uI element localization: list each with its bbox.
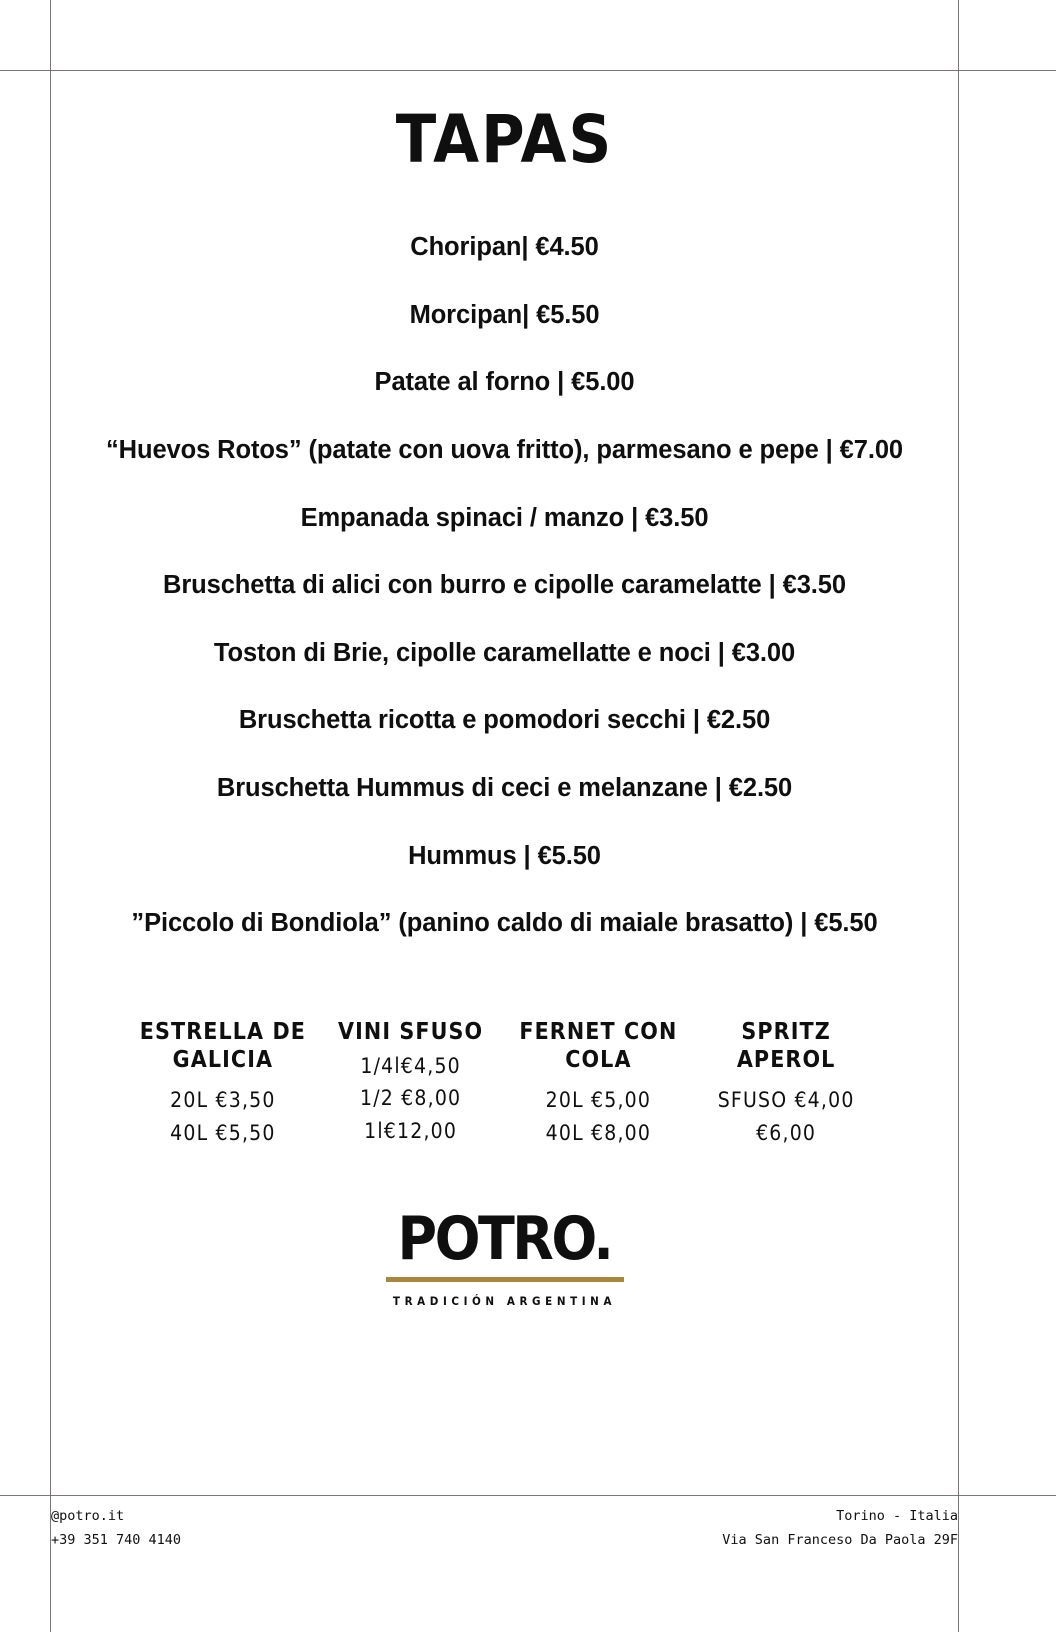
- menu-item: ”Piccolo di Bondiola” (panino caldo di maiale brasatto) | €5.50: [131, 909, 878, 938]
- menu-item: Hummus | €5.50: [408, 841, 601, 870]
- menu-item: Toston di Brie, cipolle caramellatte e noci | €3.00: [213, 638, 796, 667]
- drink-heading: ESTRELLA DE GALICIA: [139, 1018, 306, 1073]
- footer-contact-block: [51, 1505, 181, 1552]
- drinks-section: [51, 1018, 958, 1149]
- footer-social-handle: @potro.it: [51, 1508, 125, 1524]
- drink-price-line: €6,00: [756, 1120, 817, 1145]
- footer-address: Via San Franceso Da Paola 29F: [722, 1531, 958, 1548]
- menu-item: Bruschetta ricotta e pomodori secchi | €2.50: [238, 706, 771, 735]
- menu-item: Bruschetta Hummus di ceci e melanzane | €2.50: [216, 774, 793, 802]
- drink-column-estrella-de-galicia: [129, 1018, 317, 1149]
- brand-divider-rule: [386, 1277, 624, 1282]
- drink-heading: SPRITZ APEROL: [736, 1018, 836, 1073]
- drink-price-line: 1l€12,00: [364, 1119, 458, 1144]
- page-title: TAPAS: [395, 101, 614, 178]
- drink-price-line: 40L €8,00: [545, 1120, 652, 1145]
- page-footer: [51, 1505, 958, 1552]
- menu-item: Choripan| €4.50: [410, 233, 599, 261]
- footer-city: Torino - Italia: [836, 1508, 958, 1524]
- drink-column-spritz-aperol: [692, 1018, 880, 1149]
- drink-heading: VINI SFUSO: [338, 1018, 484, 1045]
- menu-item: Patate al forno | €5.00: [374, 368, 635, 397]
- menu-item: Empanada spinaci / manzo | €3.50: [300, 503, 709, 532]
- drink-price-line: 40L €5,50: [170, 1120, 276, 1145]
- drink-price-line: 1/4l€4,50: [360, 1053, 461, 1078]
- menu-item: Morcipan| €5.50: [409, 300, 600, 329]
- footer-phone-number: +39 351 740 4140: [51, 1531, 182, 1548]
- brand-wordmark: POTRO.: [397, 1204, 612, 1275]
- footer-location-block: [722, 1505, 958, 1552]
- crop-mark-right: [958, 0, 959, 1632]
- drink-column-fernet-con-cola: [505, 1018, 693, 1149]
- drink-price-line: 20L €3,50: [170, 1087, 276, 1112]
- brand-logo: [51, 1204, 958, 1309]
- drink-price-line: 20L €5,00: [545, 1087, 652, 1112]
- menu-item: Bruschetta di alici con burro e cipolle caramelatte | €3.50: [163, 571, 846, 600]
- drink-heading: FERNET CON COLA: [519, 1018, 678, 1073]
- menu-item: “Huevos Rotos” (patate con uova fritto), parmesano e pepe | €7.00: [106, 435, 903, 464]
- brand-tagline: TRADICIÓN ARGENTINA: [392, 1294, 617, 1309]
- drink-price-line: 1/2 €8,00: [359, 1086, 462, 1111]
- drink-price-line: SFUSO €4,00: [717, 1087, 855, 1112]
- crop-mark-bottom: [0, 1495, 1056, 1496]
- drink-column-vini-sfuso: [317, 1018, 505, 1148]
- menu-page: [51, 71, 958, 1495]
- tapas-item-list: [51, 231, 958, 940]
